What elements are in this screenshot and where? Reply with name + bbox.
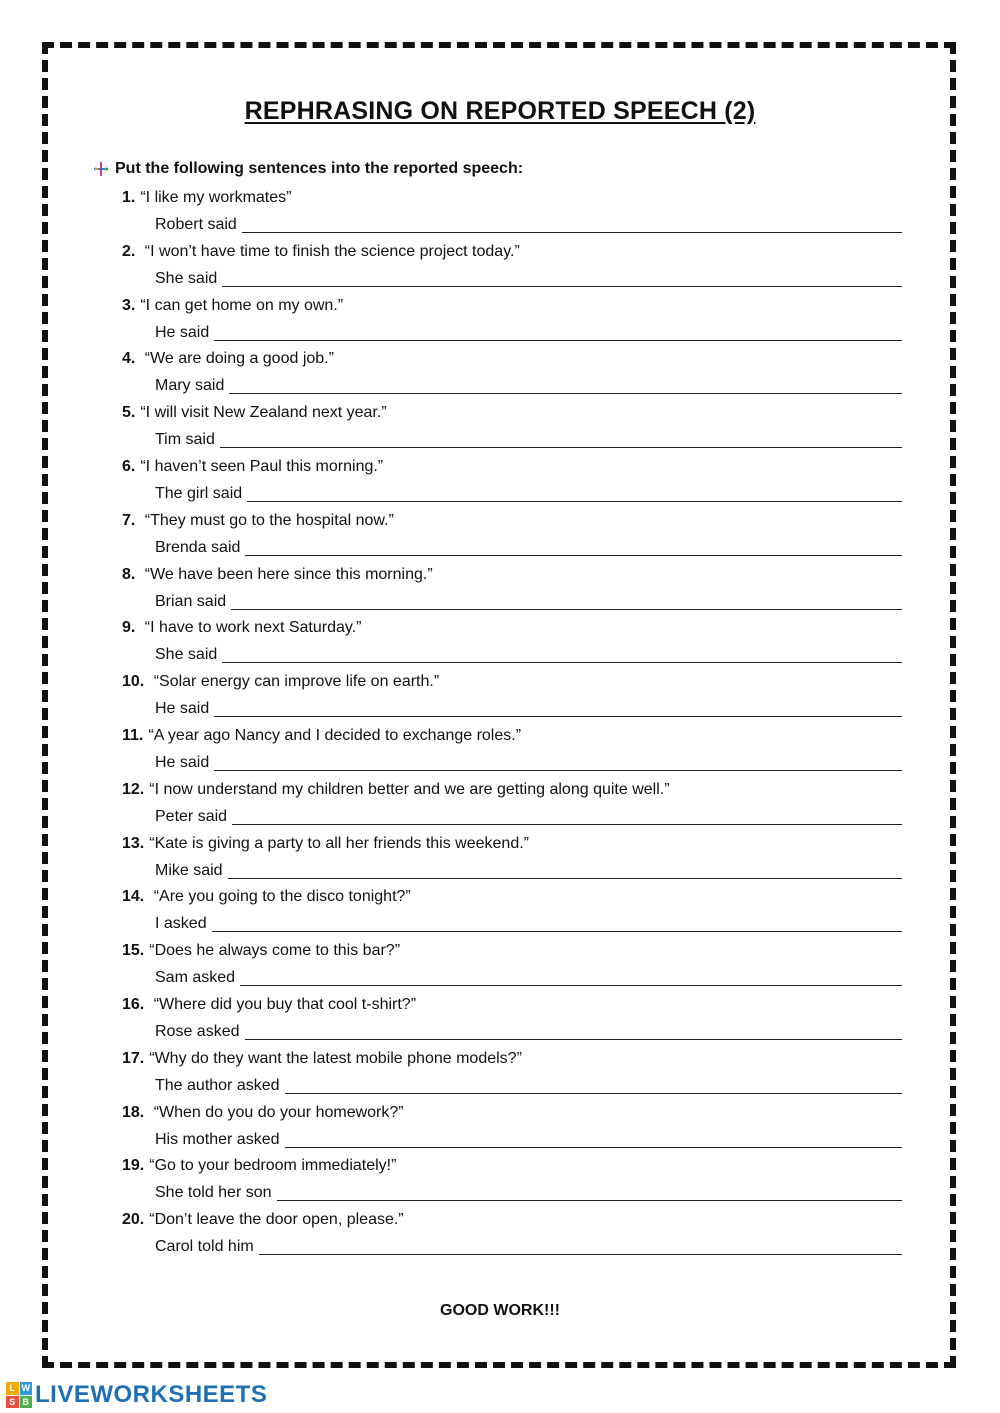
exercise-sentence-row <box>122 722 902 749</box>
answer-prompt: Tim said <box>155 431 215 449</box>
exercise-answer-row <box>122 910 902 937</box>
exercise-sentence: “We are doing a good job.” <box>140 350 334 368</box>
exercise-sentence: “A year ago Nancy and I decided to exchange roles.” <box>148 726 522 744</box>
answer-blank[interactable] <box>245 1021 903 1040</box>
exercise-answer-row <box>122 857 902 884</box>
exercise-item <box>122 1152 902 1206</box>
exercise-item <box>122 1099 902 1153</box>
exercise-sentence: “Does he always come to this bar?” <box>149 942 401 960</box>
answer-prompt: She told her son <box>155 1184 272 1202</box>
answer-prompt: Carol told him <box>155 1238 254 1256</box>
answer-prompt: She said <box>155 269 218 287</box>
answer-prompt: Brian said <box>155 592 227 610</box>
exercise-sentence: “I like my workmates” <box>140 189 292 206</box>
exercise-item <box>122 453 902 507</box>
instruction <box>93 160 523 178</box>
answer-prompt: Mary said <box>155 377 225 395</box>
exercise-number: 16. <box>122 995 145 1013</box>
exercise-answer-row <box>122 372 902 399</box>
exercise-number: 10. <box>122 673 145 691</box>
answer-blank[interactable] <box>228 860 902 879</box>
answer-blank[interactable] <box>229 375 902 394</box>
answer-blank[interactable] <box>212 913 902 932</box>
answer-prompt: Peter said <box>155 807 228 825</box>
answer-blank[interactable] <box>214 322 902 341</box>
exercise-sentence-row <box>122 238 902 265</box>
exercise-number: 2. <box>122 242 136 260</box>
answer-blank[interactable] <box>222 268 902 287</box>
answer-blank[interactable] <box>214 752 902 771</box>
exercise-answer-row <box>122 964 902 991</box>
exercise-sentence: “I can get home on my own.” <box>140 296 344 314</box>
exercise-sentence-row <box>122 345 902 372</box>
exercise-item <box>122 776 902 830</box>
brand-name: LIVEWORKSHEETS <box>35 1381 268 1408</box>
exercise-answer-row <box>122 588 902 615</box>
answer-prompt: Rose asked <box>155 1022 240 1040</box>
answer-prompt: He said <box>155 700 210 718</box>
exercise-item <box>122 1206 902 1260</box>
exercise-sentence: “I will visit New Zealand next year.” <box>140 404 387 422</box>
exercise-sentence: “I haven’t seen Paul this morning.” <box>140 457 384 475</box>
exercise-answer-row <box>122 695 902 722</box>
exercise-item <box>122 830 902 884</box>
exercise-sentence: “I now understand my children better and we are getting along quite well.” <box>149 780 670 798</box>
exercise-number: 12. <box>122 780 145 798</box>
exercise-number: 6. <box>122 457 136 475</box>
exercise-answer-row <box>122 426 902 453</box>
instruction-text: Put the following sentences into the reported speech: <box>115 160 524 177</box>
exercise-answer-row <box>122 1018 902 1045</box>
exercise-sentence-row <box>122 507 902 534</box>
logo-tile: L <box>6 1382 19 1395</box>
exercise-item <box>122 1045 902 1099</box>
exercise-answer-row <box>122 211 902 238</box>
answer-blank[interactable] <box>285 1129 903 1148</box>
exercise-sentence-row <box>122 614 902 641</box>
exercise-answer-row <box>122 803 902 830</box>
exercise-sentence: “Don’t leave the door open, please.” <box>149 1211 404 1229</box>
exercise-sentence: “Are you going to the disco tonight?” <box>149 888 411 906</box>
arrow-bullet-icon <box>93 161 109 177</box>
exercise-sentence: “Why do they want the latest mobile phone models?” <box>149 1049 522 1067</box>
exercise-sentence-row <box>122 399 902 426</box>
answer-prompt: He said <box>155 323 210 341</box>
exercise-number: 9. <box>122 619 136 637</box>
good-work-text: GOOD WORK!!! <box>440 1302 560 1319</box>
exercise-item <box>122 507 902 561</box>
answer-blank[interactable] <box>242 214 902 233</box>
exercise-number: 15. <box>122 942 145 960</box>
exercise-answer-row <box>122 1072 902 1099</box>
exercise-sentence-row <box>122 1099 902 1126</box>
exercise-sentence: “We have been here since this morning.” <box>140 565 433 583</box>
answer-blank[interactable] <box>232 806 902 825</box>
exercise-item <box>122 399 902 453</box>
answer-blank[interactable] <box>285 1075 902 1094</box>
exercise-number: 8. <box>122 565 136 583</box>
exercise-sentence-row <box>122 561 902 588</box>
exercise-sentence-row <box>122 668 902 695</box>
exercise-sentence-row <box>122 292 902 319</box>
exercise-sentence-row <box>122 776 902 803</box>
answer-blank[interactable] <box>245 537 902 556</box>
exercise-item <box>122 345 902 399</box>
answer-prompt: The girl said <box>155 484 243 502</box>
exercise-sentence-row <box>122 991 902 1018</box>
answer-blank[interactable] <box>240 967 902 986</box>
answer-prompt: The author asked <box>155 1076 280 1094</box>
exercise-answer-row <box>122 265 902 292</box>
exercise-item <box>122 292 902 346</box>
exercise-sentence: “They must go to the hospital now.” <box>140 511 394 529</box>
answer-prompt: His mother asked <box>155 1130 280 1148</box>
answer-prompt: Robert said <box>155 216 237 233</box>
exercise-item <box>122 937 902 991</box>
exercise-sentence-row <box>122 1152 902 1179</box>
exercise-number: 19. <box>122 1157 145 1175</box>
answer-prompt: I asked <box>155 915 207 933</box>
exercise-number: 14. <box>122 888 145 906</box>
exercise-item <box>122 668 902 722</box>
exercise-answer-row <box>122 480 902 507</box>
exercise-item <box>122 614 902 668</box>
answer-blank[interactable] <box>259 1236 902 1255</box>
answer-blank[interactable] <box>247 483 902 502</box>
exercise-sentence: “Kate is giving a party to all her friends this weekend.” <box>149 834 529 852</box>
exercise-sentence-row <box>122 883 902 910</box>
logo-tile: S <box>6 1396 19 1409</box>
exercise-number: 20. <box>122 1211 145 1229</box>
answer-blank[interactable] <box>231 591 902 610</box>
exercise-sentence-row <box>122 937 902 964</box>
exercise-item <box>122 561 902 615</box>
exercise-answer-row <box>122 749 902 776</box>
exercise-answer-row <box>122 641 902 668</box>
exercise-number: 7. <box>122 511 136 529</box>
logo-tile: W <box>21 1383 30 1393</box>
answer-prompt: Brenda said <box>155 538 241 556</box>
exercise-item <box>122 883 902 937</box>
answer-blank[interactable] <box>220 429 902 448</box>
exercise-number: 18. <box>122 1103 145 1121</box>
exercise-answer-row <box>122 319 902 346</box>
exercise-number: 5. <box>122 404 136 422</box>
exercise-sentence: “Go to your bedroom immediately!” <box>149 1157 397 1175</box>
exercise-sentence-row <box>122 184 902 211</box>
exercise-sentence-row <box>122 453 902 480</box>
exercise-item <box>122 238 902 292</box>
liveworksheets-logo-icon <box>6 1382 32 1408</box>
worksheet-title: REPHRASING ON REPORTED SPEECH (2) <box>244 97 756 125</box>
exercise-answer-row <box>122 1233 902 1260</box>
exercise-sentence: “I have to work next Saturday.” <box>140 619 362 637</box>
exercise-sentence-row <box>122 1206 902 1233</box>
answer-prompt: Mike said <box>155 861 223 879</box>
exercise-sentence: “Solar energy can improve life on earth.” <box>149 673 440 691</box>
exercise-number: 17. <box>122 1049 145 1067</box>
exercise-sentence-row <box>122 830 902 857</box>
exercise-number: 4. <box>122 350 136 368</box>
answer-blank[interactable] <box>214 698 902 717</box>
exercise-number: 1. <box>122 189 136 206</box>
exercise-answer-row <box>122 534 902 561</box>
exercise-number: 11. <box>122 726 144 744</box>
logo-tile: B <box>20 1396 33 1409</box>
exercise-list <box>122 184 902 1260</box>
exercise-item <box>122 184 902 238</box>
answer-blank[interactable] <box>277 1182 902 1201</box>
exercise-answer-row <box>122 1126 902 1153</box>
answer-prompt: Sam asked <box>155 969 236 987</box>
exercise-item <box>122 722 902 776</box>
liveworksheets-brand <box>6 1380 267 1410</box>
exercise-number: 13. <box>122 834 145 852</box>
answer-blank[interactable] <box>222 644 902 663</box>
exercise-sentence: “I won’t have time to finish the science project today.” <box>140 242 520 260</box>
exercise-item <box>122 991 902 1045</box>
answer-prompt: She said <box>155 646 218 664</box>
exercise-sentence-row <box>122 1045 902 1072</box>
answer-prompt: He said <box>155 753 210 771</box>
exercise-number: 3. <box>122 296 136 314</box>
exercise-answer-row <box>122 1179 902 1206</box>
exercise-sentence: “When do you do your homework?” <box>149 1103 404 1121</box>
exercise-sentence: “Where did you buy that cool t-shirt?” <box>149 995 417 1013</box>
